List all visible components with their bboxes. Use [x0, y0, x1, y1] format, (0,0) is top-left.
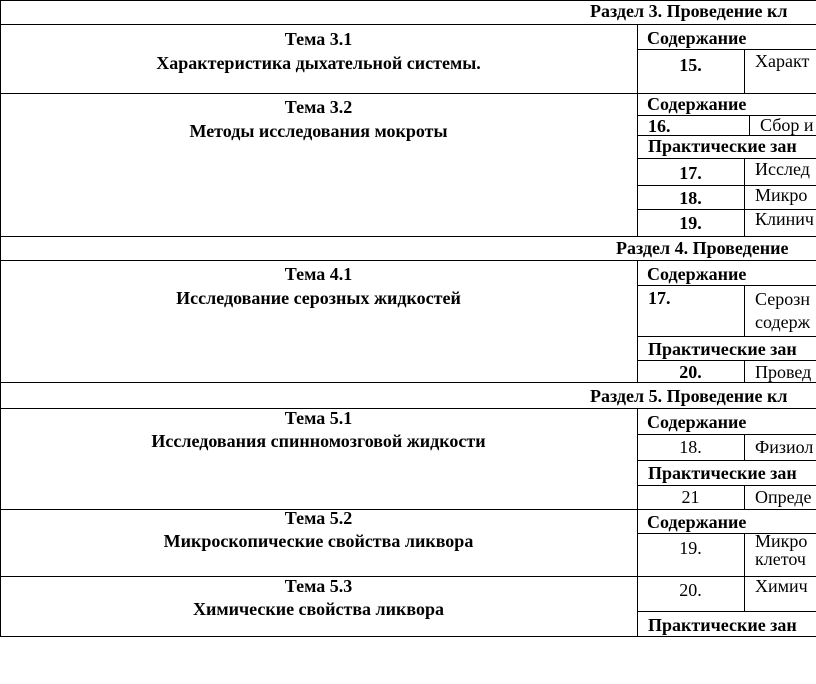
row-text: Микро [755, 185, 808, 205]
topic-number: Тема 4.1 [284, 264, 353, 284]
topic-number: Тема 5.2 [284, 508, 353, 528]
row-text: клеточ [755, 549, 806, 569]
row-text: Опреде [755, 487, 812, 507]
row-number: 19. [679, 213, 702, 233]
row-text: Клинич [755, 209, 814, 229]
content-header: Содержание [647, 28, 747, 48]
row-text: Исслед [755, 159, 810, 179]
row-number: 15. [679, 55, 702, 75]
content-header: Содержание [647, 94, 747, 114]
practice-header: Практические зан [648, 136, 797, 156]
topic-title: Характеристика дыхательной системы. [156, 53, 481, 73]
row-text: Провед [755, 362, 812, 382]
practice-header: Практические зан [648, 339, 797, 359]
practice-header: Практические зан [648, 615, 797, 635]
topic-number: Тема 3.2 [284, 97, 353, 117]
topic-title: Химические свойства ликвора [192, 599, 445, 619]
row-number: 16. [648, 116, 671, 136]
content-header: Содержание [647, 512, 747, 532]
section-heading-5: Раздел 5. Проведение кл [590, 386, 788, 406]
content-header: Содержание [647, 412, 747, 432]
row-text: Сбор и [760, 115, 814, 135]
row-text: Микро [755, 531, 808, 551]
topic-number: Тема 5.3 [284, 576, 353, 596]
practice-header: Практические зан [648, 463, 797, 483]
row-number: 19. [679, 538, 702, 558]
row-number: 17. [679, 163, 702, 183]
topic-title: Исследование серозных жидкостей [176, 288, 461, 308]
topic-number: Тема 5.1 [284, 408, 353, 428]
row-text: Химич [755, 576, 808, 596]
row-number: 20. [679, 362, 702, 382]
section-heading-4: Раздел 4. Проведение [616, 238, 789, 258]
topic-number: Тема 3.1 [284, 29, 353, 49]
row-text: Серозн [755, 289, 810, 309]
row-text: содерж [755, 312, 811, 332]
row-number: 20. [679, 580, 702, 600]
row-text: Физиол [755, 437, 814, 457]
topic-title: Микроскопические свойства ликвора [163, 531, 474, 551]
row-text: Характ [755, 51, 810, 71]
topic-title: Исследования спинномозговой жидкости [151, 431, 486, 451]
row-number: 21 [681, 487, 700, 507]
row-number: 18. [679, 437, 702, 457]
row-number: 17. [648, 288, 671, 308]
row-number: 18. [679, 188, 702, 208]
section-heading-3: Раздел 3. Проведение кл [590, 1, 788, 21]
content-header: Содержание [647, 264, 747, 284]
topic-title: Методы исследования мокроты [189, 121, 448, 141]
